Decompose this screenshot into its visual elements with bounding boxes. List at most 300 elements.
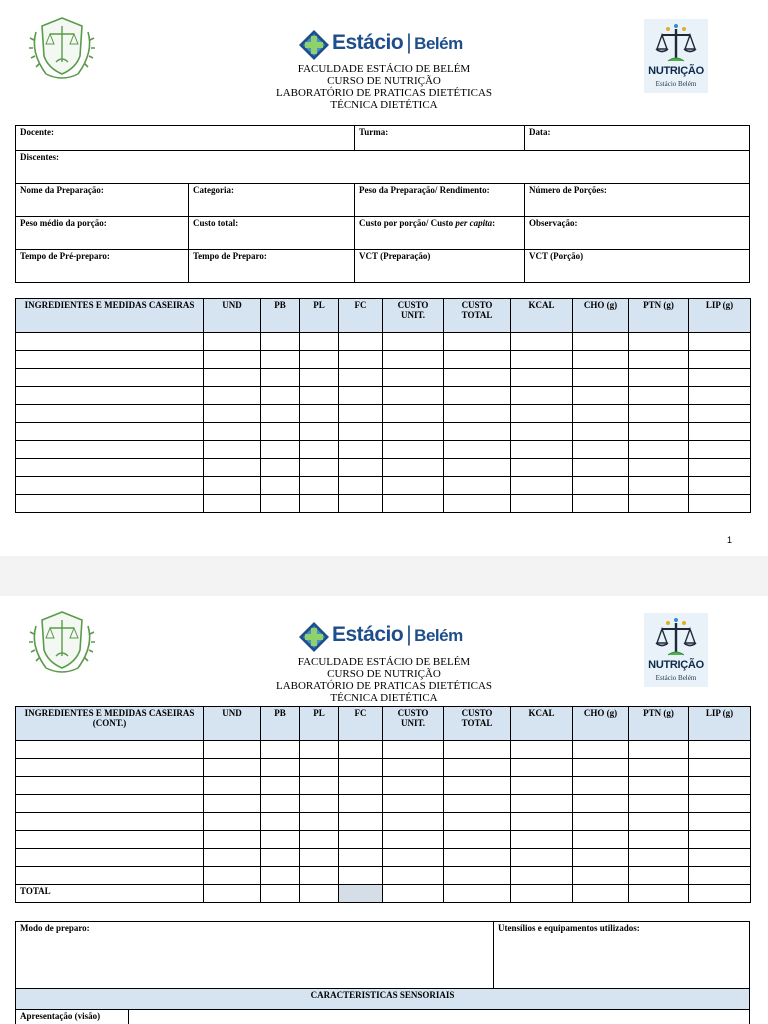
brand-name: Estácio <box>332 623 404 646</box>
ingredient-cell[interactable] <box>383 351 444 369</box>
ingredient-cell[interactable] <box>261 387 300 405</box>
ingredient-cell[interactable] <box>204 741 261 759</box>
ingredient-cell[interactable] <box>16 351 204 369</box>
utensilios-field[interactable]: Utensílios e equipamentos utilizados: <box>494 922 750 989</box>
ingredient-cell[interactable] <box>16 459 204 477</box>
ingredient-cell[interactable] <box>339 423 383 441</box>
ingredient-cell[interactable] <box>444 423 511 441</box>
ingredients-table-continued <box>15 706 751 903</box>
col-und: UND <box>204 707 261 741</box>
ingredient-cell[interactable] <box>204 405 261 423</box>
ingredient-cell[interactable] <box>339 351 383 369</box>
col-ptn: PTN (g) <box>629 707 689 741</box>
ingredient-cell[interactable] <box>689 405 751 423</box>
ingredient-cell[interactable] <box>300 777 339 795</box>
ingredient-cell[interactable] <box>16 849 204 867</box>
col-und: UND <box>204 299 261 333</box>
total-cell[interactable] <box>383 885 444 903</box>
ingredient-cell[interactable] <box>511 831 573 849</box>
ingredient-cell[interactable] <box>339 369 383 387</box>
ingredient-cell[interactable] <box>573 867 629 885</box>
ingredient-cell[interactable] <box>261 441 300 459</box>
ingredient-cell[interactable] <box>629 741 689 759</box>
ingredient-cell[interactable] <box>573 351 629 369</box>
ingredient-cell[interactable] <box>383 333 444 351</box>
ingredient-cell[interactable] <box>573 741 629 759</box>
col-pl: PL <box>300 707 339 741</box>
ingredient-cell[interactable] <box>629 495 689 513</box>
ingredient-cell[interactable] <box>573 759 629 777</box>
ingredient-cell[interactable] <box>629 405 689 423</box>
ingredient-cell[interactable] <box>300 369 339 387</box>
laurel-scale-emblem-icon <box>26 606 98 678</box>
ingredient-cell[interactable] <box>689 333 751 351</box>
ingredient-cell[interactable] <box>511 423 573 441</box>
ingredient-cell[interactable] <box>511 849 573 867</box>
ingredient-cell[interactable] <box>511 351 573 369</box>
ingredient-cell[interactable] <box>383 777 444 795</box>
turma-field[interactable]: Turma: <box>355 126 525 151</box>
peso-rendimento-field[interactable]: Peso da Preparação/ Rendimento: <box>355 184 525 217</box>
ingredient-cell[interactable] <box>629 423 689 441</box>
ingredient-cell[interactable] <box>339 477 383 495</box>
ingredient-row <box>16 777 751 795</box>
ingredient-cell[interactable] <box>444 813 511 831</box>
total-cell[interactable] <box>629 885 689 903</box>
col-custo-total: CUSTO TOTAL <box>444 299 511 333</box>
ingredient-row <box>16 813 751 831</box>
header-line-3: LABORATÓRIO DE PRATICAS DIETÉTICAS <box>275 680 493 692</box>
col-pb: PB <box>261 299 300 333</box>
ingredient-cell[interactable] <box>261 795 300 813</box>
vct-porcao-field[interactable]: VCT (Porção) <box>525 250 750 283</box>
ingredient-cell[interactable] <box>204 351 261 369</box>
ingredient-cell[interactable] <box>16 333 204 351</box>
modo-preparo-field[interactable]: Modo de preparo: <box>16 922 494 989</box>
col-pl: PL <box>300 299 339 333</box>
ingredient-cell[interactable] <box>339 849 383 867</box>
ingredient-cell[interactable] <box>300 795 339 813</box>
total-cell[interactable] <box>689 885 751 903</box>
ingredient-cell[interactable] <box>16 813 204 831</box>
ingredient-cell[interactable] <box>383 759 444 777</box>
nutrition-logo-subtitle: Estácio Belém <box>655 80 697 88</box>
nutrition-scale-icon <box>644 19 708 65</box>
nutrition-logo <box>644 613 708 687</box>
ingredient-cell[interactable] <box>261 831 300 849</box>
brand-name: Estácio <box>332 31 404 54</box>
ingredient-cell[interactable] <box>339 777 383 795</box>
ingredient-cell[interactable] <box>16 831 204 849</box>
ingredient-cell[interactable] <box>339 459 383 477</box>
ingredient-cell[interactable] <box>444 795 511 813</box>
ingredient-cell[interactable] <box>511 741 573 759</box>
ingredient-row <box>16 831 751 849</box>
ingredient-cell[interactable] <box>444 387 511 405</box>
ingredient-cell[interactable] <box>261 867 300 885</box>
ingredient-cell[interactable] <box>629 477 689 495</box>
ingredient-cell[interactable] <box>629 387 689 405</box>
observacao-field[interactable]: Observação: <box>525 217 750 250</box>
brand-city: Belém <box>414 626 463 645</box>
discentes-field[interactable]: Discentes: <box>16 151 750 184</box>
ingredient-cell[interactable] <box>339 333 383 351</box>
ingredient-cell[interactable] <box>300 351 339 369</box>
brand-city: Belém <box>414 34 463 53</box>
ingredient-cell[interactable] <box>629 867 689 885</box>
ingredient-cell[interactable] <box>511 441 573 459</box>
ingredient-cell[interactable] <box>444 495 511 513</box>
ingredient-cell[interactable] <box>339 831 383 849</box>
total-cell[interactable] <box>300 885 339 903</box>
ingredient-cell[interactable] <box>261 813 300 831</box>
ingredient-cell[interactable] <box>339 495 383 513</box>
ingredient-cell[interactable] <box>204 441 261 459</box>
ingredient-cell[interactable] <box>689 795 751 813</box>
ingredients-table <box>15 298 751 513</box>
ingredient-row <box>16 867 751 885</box>
header-line-2: CURSO DE NUTRIÇÃO <box>327 668 441 680</box>
brand-logo: Estácio | Belém <box>298 621 478 653</box>
ingredient-cell[interactable] <box>444 405 511 423</box>
page-two <box>0 596 768 1024</box>
ingredient-cell[interactable] <box>300 477 339 495</box>
col-kcal: KCAL <box>511 299 573 333</box>
ingredient-cell[interactable] <box>300 831 339 849</box>
col-lip: LIP (g) <box>689 299 751 333</box>
vct-preparacao-field[interactable]: VCT (Preparação) <box>355 250 525 283</box>
ingredient-cell[interactable] <box>511 813 573 831</box>
ingredient-cell[interactable] <box>339 741 383 759</box>
ingredient-cell[interactable] <box>689 441 751 459</box>
ingredient-cell[interactable] <box>204 333 261 351</box>
ingredient-row <box>16 741 751 759</box>
estacio-diamond-icon <box>298 29 330 61</box>
ingredient-cell[interactable] <box>511 495 573 513</box>
ingredient-cell[interactable] <box>629 831 689 849</box>
apresentacao-label: Apresentação (visão) <box>16 1010 129 1024</box>
ingredient-cell[interactable] <box>383 459 444 477</box>
ingredient-cell[interactable] <box>689 741 751 759</box>
ingredient-cell[interactable] <box>16 441 204 459</box>
ingredient-cell[interactable] <box>383 741 444 759</box>
ingredient-cell[interactable] <box>629 369 689 387</box>
col-lip: LIP (g) <box>689 707 751 741</box>
ingredient-cell[interactable] <box>444 459 511 477</box>
tempo-pre-preparo-field[interactable]: Tempo de Pré-preparo: <box>16 250 189 283</box>
ingredient-cell[interactable] <box>300 495 339 513</box>
nome-preparacao-field[interactable]: Nome da Preparação: <box>16 184 189 217</box>
total-cell-fc-shaded <box>339 885 383 903</box>
ingredient-cell[interactable] <box>339 813 383 831</box>
ingredient-cell[interactable] <box>261 777 300 795</box>
tempo-preparo-field[interactable]: Tempo de Preparo: <box>189 250 355 283</box>
ingredient-cell[interactable] <box>383 477 444 495</box>
ingredient-cell[interactable] <box>511 387 573 405</box>
total-cell[interactable] <box>511 885 573 903</box>
ingredient-cell[interactable] <box>689 369 751 387</box>
total-row <box>16 885 751 903</box>
ingredient-cell[interactable] <box>511 777 573 795</box>
ingredient-cell[interactable] <box>383 405 444 423</box>
ingredient-row <box>16 405 751 423</box>
ingredient-cell[interactable] <box>573 849 629 867</box>
caracteristicas-sensoriais-heading: CARACTERISTICAS SENSORIAIS <box>16 989 750 1010</box>
data-field[interactable]: Data: <box>525 126 750 151</box>
ingredient-row <box>16 351 751 369</box>
col-cho: CHO (g) <box>573 299 629 333</box>
ingredient-cell[interactable] <box>16 387 204 405</box>
ingredient-cell[interactable] <box>16 867 204 885</box>
ingredient-cell[interactable] <box>204 369 261 387</box>
ingredient-cell[interactable] <box>383 441 444 459</box>
ingredient-cell[interactable] <box>629 459 689 477</box>
ingredient-cell[interactable] <box>511 459 573 477</box>
ingredient-row <box>16 387 751 405</box>
custo-porcao-field[interactable]: Custo por porção/ Custo per capita: <box>355 217 525 250</box>
ingredient-cell[interactable] <box>629 813 689 831</box>
nutrition-scale-icon <box>644 613 708 659</box>
ingredient-cell[interactable] <box>261 369 300 387</box>
ingredient-row <box>16 477 751 495</box>
ingredient-cell[interactable] <box>204 423 261 441</box>
ingredient-cell[interactable] <box>689 459 751 477</box>
ingredient-cell[interactable] <box>629 333 689 351</box>
ingredient-cell[interactable] <box>204 831 261 849</box>
ingredient-cell[interactable] <box>511 477 573 495</box>
ingredient-cell[interactable] <box>300 759 339 777</box>
ingredient-cell[interactable] <box>444 333 511 351</box>
ingredient-cell[interactable] <box>689 867 751 885</box>
ingredient-cell[interactable] <box>261 405 300 423</box>
ingredient-cell[interactable] <box>689 423 751 441</box>
ingredient-cell[interactable] <box>383 495 444 513</box>
ingredient-cell[interactable] <box>444 777 511 795</box>
categoria-field[interactable]: Categoria: <box>189 184 355 217</box>
ingredient-cell[interactable] <box>300 741 339 759</box>
total-cell[interactable] <box>204 885 261 903</box>
ingredient-cell[interactable] <box>573 495 629 513</box>
ingredient-cell[interactable] <box>261 759 300 777</box>
ingredient-cell[interactable] <box>339 387 383 405</box>
ingredient-cell[interactable] <box>444 741 511 759</box>
ingredient-cell[interactable] <box>204 813 261 831</box>
ingredient-cell[interactable] <box>204 477 261 495</box>
preparation-method-table <box>15 921 750 1024</box>
ingredient-cell[interactable] <box>689 813 751 831</box>
ingredient-cell[interactable] <box>261 477 300 495</box>
ingredient-cell[interactable] <box>511 759 573 777</box>
ingredient-cell[interactable] <box>573 333 629 351</box>
ingredient-cell[interactable] <box>511 867 573 885</box>
ingredient-cell[interactable] <box>16 795 204 813</box>
header-line-3: LABORATÓRIO DE PRATICAS DIETÉTICAS <box>275 87 493 99</box>
ingredient-cell[interactable] <box>573 813 629 831</box>
ingredient-cell[interactable] <box>689 387 751 405</box>
estacio-diamond-icon <box>298 621 330 653</box>
ingredient-cell[interactable] <box>204 849 261 867</box>
ingredient-cell[interactable] <box>261 741 300 759</box>
ingredient-cell[interactable] <box>573 777 629 795</box>
ingredient-cell[interactable] <box>629 351 689 369</box>
ingredient-cell[interactable] <box>300 813 339 831</box>
ingredient-cell[interactable] <box>444 831 511 849</box>
ingredient-cell[interactable] <box>16 423 204 441</box>
ingredient-cell[interactable] <box>689 759 751 777</box>
ingredient-cell[interactable] <box>261 849 300 867</box>
ingredient-cell[interactable] <box>629 795 689 813</box>
ingredient-cell[interactable] <box>300 849 339 867</box>
ingredient-cell[interactable] <box>383 831 444 849</box>
ingredient-cell[interactable] <box>689 831 751 849</box>
ingredient-cell[interactable] <box>339 441 383 459</box>
ingredient-cell[interactable] <box>444 867 511 885</box>
header-line-4: TÉCNICA DIETÉTICA <box>330 99 438 111</box>
ingredient-cell[interactable] <box>261 459 300 477</box>
ingredient-cell[interactable] <box>339 795 383 813</box>
total-cell[interactable] <box>573 885 629 903</box>
ingredient-cell[interactable] <box>261 333 300 351</box>
apresentacao-field[interactable] <box>129 1010 750 1024</box>
ingredient-cell[interactable] <box>444 369 511 387</box>
docente-field[interactable]: Docente: <box>16 126 355 151</box>
ingredient-cell[interactable] <box>300 867 339 885</box>
ingredient-cell[interactable] <box>339 867 383 885</box>
ingredient-cell[interactable] <box>444 759 511 777</box>
ingredient-cell[interactable] <box>300 441 339 459</box>
ingredient-row <box>16 333 751 351</box>
custo-total-field[interactable]: Custo total: <box>189 217 355 250</box>
header-line-2: CURSO DE NUTRIÇÃO <box>327 75 441 87</box>
ingredient-cell[interactable] <box>573 831 629 849</box>
ingredient-cell[interactable] <box>444 351 511 369</box>
institution-header <box>234 63 534 111</box>
col-ingredientes-cont: INGREDIENTES E MEDIDAS CASEIRAS (CONT.) <box>16 707 204 741</box>
ingredient-cell[interactable] <box>573 423 629 441</box>
ingredient-cell[interactable] <box>383 369 444 387</box>
ingredient-cell[interactable] <box>689 477 751 495</box>
ingredient-cell[interactable] <box>204 495 261 513</box>
ingredient-cell[interactable] <box>16 477 204 495</box>
ingredient-row <box>16 849 751 867</box>
ingredient-cell[interactable] <box>511 369 573 387</box>
ingredient-row <box>16 423 751 441</box>
ingredient-cell[interactable] <box>629 777 689 795</box>
ingredient-cell[interactable] <box>261 495 300 513</box>
ingredient-cell[interactable] <box>204 867 261 885</box>
ingredient-cell[interactable] <box>204 795 261 813</box>
numero-porcoes-field[interactable]: Número de Porções: <box>525 184 750 217</box>
page-separator <box>0 556 768 596</box>
ingredient-cell[interactable] <box>689 351 751 369</box>
ingredient-cell[interactable] <box>573 441 629 459</box>
ingredient-cell[interactable] <box>204 459 261 477</box>
ingredient-cell[interactable] <box>689 849 751 867</box>
col-custo-unit: CUSTO UNIT. <box>383 707 444 741</box>
ingredient-cell[interactable] <box>16 759 204 777</box>
ingredient-cell[interactable] <box>261 351 300 369</box>
peso-medio-field[interactable]: Peso médio da porção: <box>16 217 189 250</box>
ingredient-cell[interactable] <box>16 405 204 423</box>
ingredient-cell[interactable] <box>573 405 629 423</box>
ingredient-cell[interactable] <box>511 795 573 813</box>
ingredient-cell[interactable] <box>300 423 339 441</box>
ingredient-cell[interactable] <box>16 369 204 387</box>
ingredient-cell[interactable] <box>689 495 751 513</box>
preparation-info-table <box>15 125 750 283</box>
ingredient-cell[interactable] <box>383 849 444 867</box>
ingredient-cell[interactable] <box>511 333 573 351</box>
ingredient-cell[interactable] <box>300 459 339 477</box>
ingredient-row <box>16 759 751 777</box>
ingredient-cell[interactable] <box>16 741 204 759</box>
col-cho: CHO (g) <box>573 707 629 741</box>
ingredient-cell[interactable] <box>204 759 261 777</box>
header-line-1: FACULDADE ESTÁCIO DE BELÉM <box>297 656 471 668</box>
col-fc: FC <box>339 707 383 741</box>
ingredient-cell[interactable] <box>300 333 339 351</box>
ingredient-cell[interactable] <box>573 795 629 813</box>
ingredient-cell[interactable] <box>573 459 629 477</box>
ingredient-row <box>16 441 751 459</box>
ingredient-cell[interactable] <box>573 387 629 405</box>
col-ingredientes: INGREDIENTES E MEDIDAS CASEIRAS <box>16 299 204 333</box>
ingredient-row <box>16 795 751 813</box>
ingredient-cell[interactable] <box>16 495 204 513</box>
nutrition-logo-subtitle: Estácio Belém <box>655 674 697 682</box>
ingredient-cell[interactable] <box>383 423 444 441</box>
brand-logo: Estácio | Belém <box>298 29 478 61</box>
col-fc: FC <box>339 299 383 333</box>
ingredient-cell[interactable] <box>629 441 689 459</box>
nutrition-logo-title: NUTRIÇÃO <box>648 65 704 77</box>
ingredient-cell[interactable] <box>383 387 444 405</box>
page-number: 1 <box>727 535 733 545</box>
ingredient-cell[interactable] <box>573 477 629 495</box>
ingredient-row <box>16 369 751 387</box>
ingredient-cell[interactable] <box>511 405 573 423</box>
ingredient-cell[interactable] <box>339 405 383 423</box>
ingredient-cell[interactable] <box>629 849 689 867</box>
ingredient-cell[interactable] <box>444 477 511 495</box>
ingredient-cell[interactable] <box>573 369 629 387</box>
ingredient-cell[interactable] <box>629 759 689 777</box>
ingredient-cell[interactable] <box>339 759 383 777</box>
col-kcal: KCAL <box>511 707 573 741</box>
ingredient-cell[interactable] <box>444 441 511 459</box>
ingredient-cell[interactable] <box>300 387 339 405</box>
ingredient-cell[interactable] <box>444 849 511 867</box>
ingredient-cell[interactable] <box>261 423 300 441</box>
header-line-1: FACULDADE ESTÁCIO DE BELÉM <box>297 63 471 75</box>
nutrition-logo-title: NUTRIÇÃO <box>648 659 704 671</box>
ingredient-cell[interactable] <box>383 867 444 885</box>
col-pb: PB <box>261 707 300 741</box>
total-cell[interactable] <box>261 885 300 903</box>
ingredient-cell[interactable] <box>300 405 339 423</box>
total-cell[interactable] <box>444 885 511 903</box>
nutrition-logo <box>644 19 708 93</box>
ingredient-cell[interactable] <box>204 387 261 405</box>
ingredient-row <box>16 459 751 477</box>
ingredient-cell[interactable] <box>689 777 751 795</box>
laurel-scale-emblem-icon <box>26 12 98 84</box>
ingredient-cell[interactable] <box>16 777 204 795</box>
ingredient-cell[interactable] <box>204 777 261 795</box>
ingredient-cell[interactable] <box>383 795 444 813</box>
ingredient-cell[interactable] <box>383 813 444 831</box>
col-custo-total: CUSTO TOTAL <box>444 707 511 741</box>
